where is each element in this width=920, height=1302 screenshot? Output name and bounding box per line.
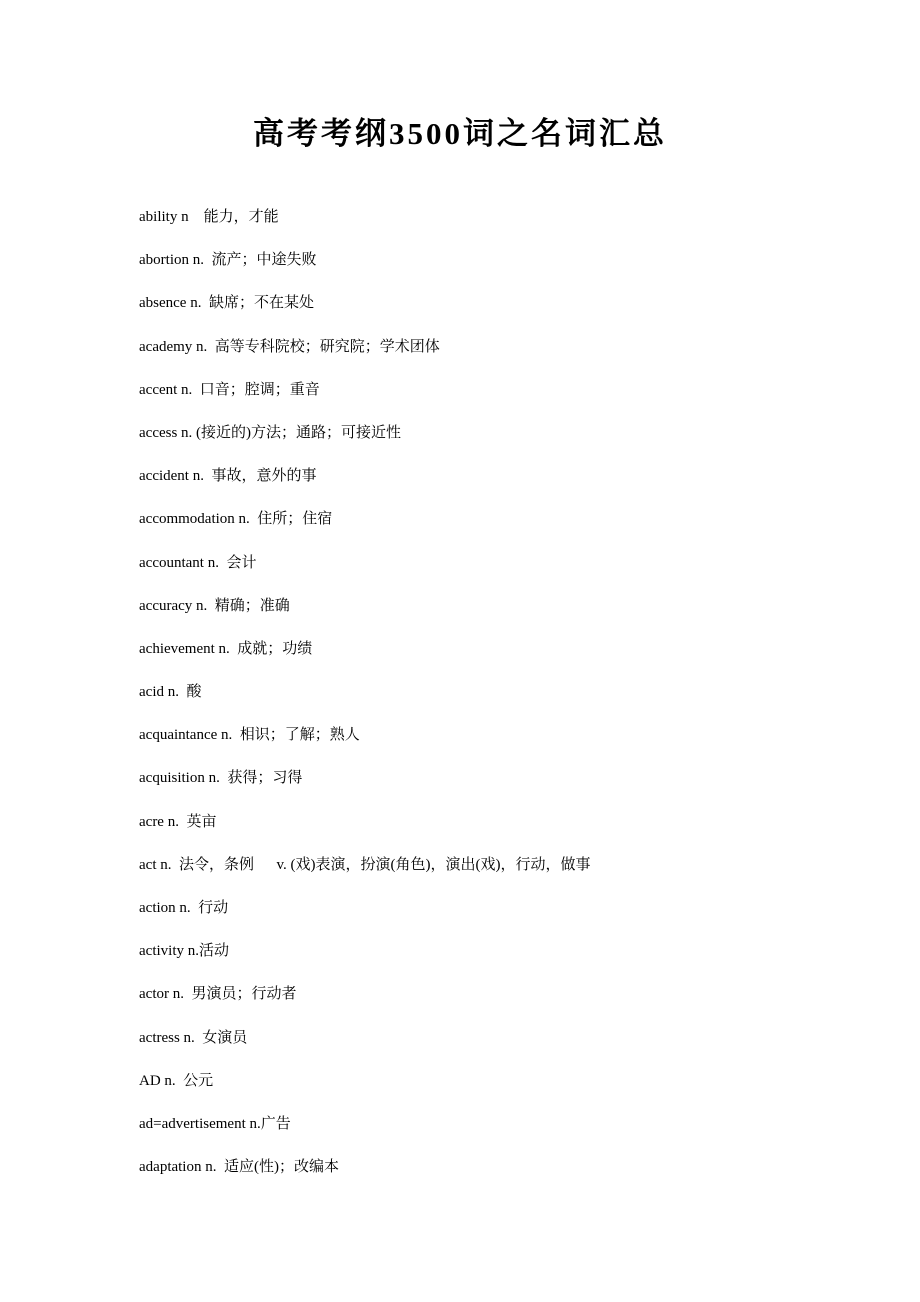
vocabulary-entry: acquisition n. 获得；习得	[139, 770, 303, 787]
vocabulary-entry: achievement n. 成就；功绩	[139, 640, 313, 657]
vocabulary-entry: AD n. 公元	[139, 1072, 214, 1089]
vocabulary-entry: adaptation n. 适应(性)；改编本	[139, 1159, 339, 1176]
vocabulary-entry: absence n. 缺席；不在某处	[139, 295, 314, 312]
vocabulary-entry: accident n. 事故，意外的事	[139, 468, 317, 485]
vocabulary-entry: activity n.活动	[139, 943, 229, 960]
vocabulary-entry: actress n. 女演员	[139, 1029, 248, 1046]
vocabulary-entry: abortion n. 流产；中途失败	[139, 252, 317, 269]
vocabulary-list	[139, 201, 590, 1194]
document-title: 高考考纲3500词之名词汇总	[253, 116, 667, 151]
vocabulary-entry: academy n. 高等专科院校；研究院；学术团体	[139, 338, 440, 355]
vocabulary-entry: act n. 法令，条例 v. (戏)表演，扮演(角色)，演出(戏)，行动，做事	[139, 856, 591, 873]
vocabulary-entry: ability n 能力，才能	[139, 209, 279, 225]
vocabulary-entry: acid n. 酸	[139, 684, 202, 701]
vocabulary-entry: acquaintance n. 相识；了解；熟人	[139, 727, 360, 744]
vocabulary-entry: actor n. 男演员；行动者	[139, 986, 297, 1003]
vocabulary-entry: access n. (接近的)方法；通路；可接近性	[139, 424, 402, 441]
vocabulary-entry: action n. 行动	[139, 900, 229, 916]
vocabulary-entry: acre n. 英亩	[139, 813, 217, 830]
vocabulary-entry: ad=advertisement n.广告	[139, 1115, 291, 1132]
vocabulary-entry: accent n. 口音；腔调；重音	[139, 381, 320, 398]
vocabulary-entry: accountant n. 会计	[139, 554, 257, 571]
vocabulary-entry: accuracy n. 精确；准确	[139, 597, 290, 614]
vocabulary-entry: accommodation n. 住所；住宿	[139, 511, 333, 528]
